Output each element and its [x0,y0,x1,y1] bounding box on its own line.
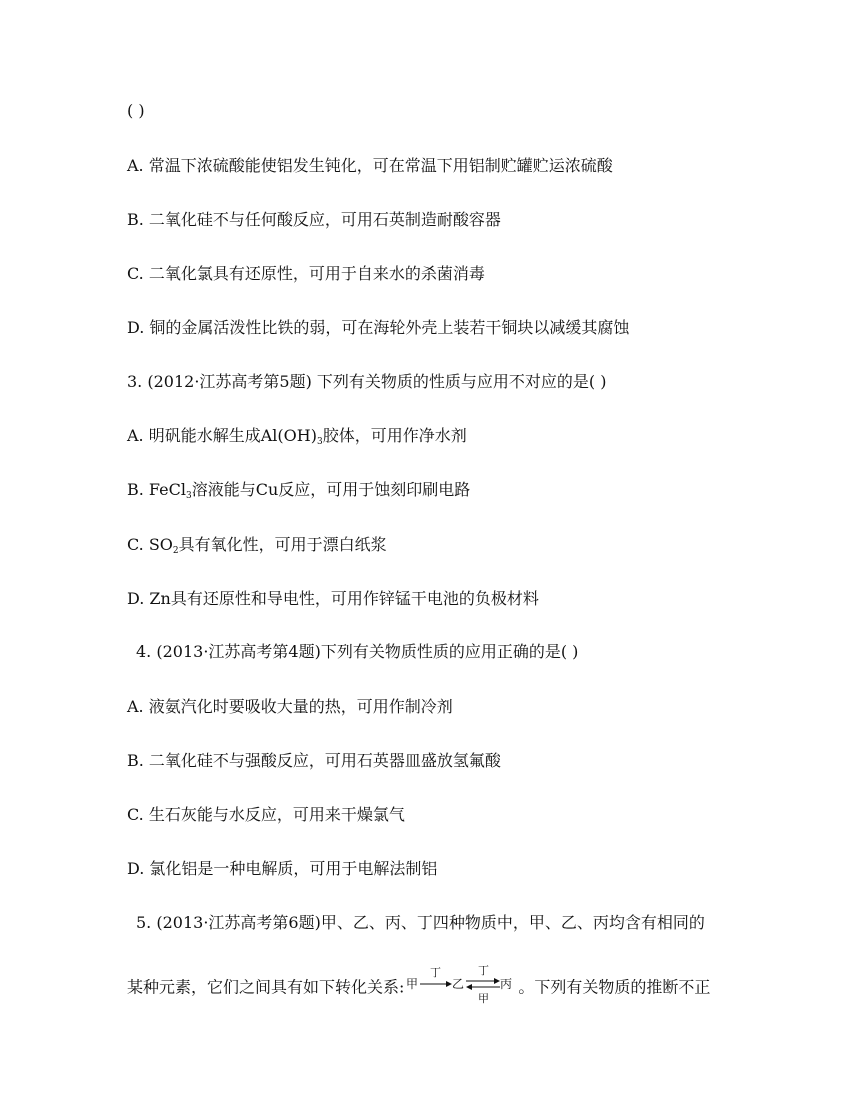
q2-option-c: C. 二氧化氯具有还原性，可用于自来水的杀菌消毒 [127,264,485,283]
q5-line-2-tail: 。下列有关物质的推断不正 [518,977,711,997]
q3-option-a-tail: 胶体，可用作净水剂 [322,426,467,445]
diagram-yi: 乙 [452,977,465,991]
arrow-bing-to-yi-head [466,984,472,990]
q2-option-b: B. 二氧化硅不与任何酸反应，可用石英制造耐酸容器 [127,210,501,229]
q4-option-c: C. 生石灰能与水反应，可用来干燥氯气 [127,805,405,824]
q3-option-b-text: B. FeCl [127,480,186,499]
q3-option-c-text: C. SO [127,535,173,554]
q3-option-b [127,480,470,500]
diagram-bing: 丙 [500,977,513,991]
q3-option-c [127,535,387,555]
q5-line-2 [127,962,710,1014]
q4-option-b: B. 二氧化硅不与强酸反应，可用石英器皿盛放氢氟酸 [127,751,501,770]
q3-option-a-subscript: 3 [316,437,323,447]
q3-stem: 3. (2012·江苏高考第5题) 下列有关物质的性质与应用不对应的是( ) [127,372,607,391]
diagram-ding-1: 丁 [430,966,442,979]
q4-option-a: A. 液氨汽化时要吸收大量的热，可用作制冷剂 [127,697,453,716]
q5-line-2-text: 某种元素，它们之间具有如下转化关系: [127,977,405,997]
q3-option-c-tail: 具有氧化性，可用于漂白纸浆 [178,535,387,554]
q5-stem: 5. (2013·江苏高考第6题)甲、乙、丙、丁四种物质中，甲、乙、丙均含有相同的 [136,913,705,932]
q3-option-d: D. Zn具有还原性和导电性，可用作锌锰干电池的负极材料 [127,589,539,608]
diagram-jia-reverse: 甲 [478,992,490,1005]
diagram-ding-2: 丁 [478,964,490,977]
q3-option-b-subscript: 3 [185,491,192,501]
q2-option-d: D. 铜的金属活泼性比铁的弱，可在海轮外壳上装若干铜块以减缓其腐蚀 [127,318,630,337]
q3-option-b-tail: 溶液能与Cu反应，可用于蚀刻印刷电路 [191,480,471,499]
q4-option-d: D. 氯化铝是一种电解质，可用于电解法制铝 [127,859,438,878]
q2-option-a: A. 常温下浓硫酸能使铝发生钝化，可在常温下用铝制贮罐贮运浓硫酸 [127,156,613,175]
conversion-diagram [406,962,516,1014]
q3-option-c-subscript: 2 [172,546,179,556]
answer-paren: ( ) [127,101,145,120]
conversion-diagram-svg [406,962,516,1006]
q3-option-a-text: A. 明矾能水解生成Al(OH) [127,426,317,445]
diagram-jia: 甲 [406,977,419,991]
q3-option-a [127,426,467,446]
q4-stem: 4. (2013·江苏高考第4题)下列有关物质性质的应用正确的是( ) [136,642,579,661]
